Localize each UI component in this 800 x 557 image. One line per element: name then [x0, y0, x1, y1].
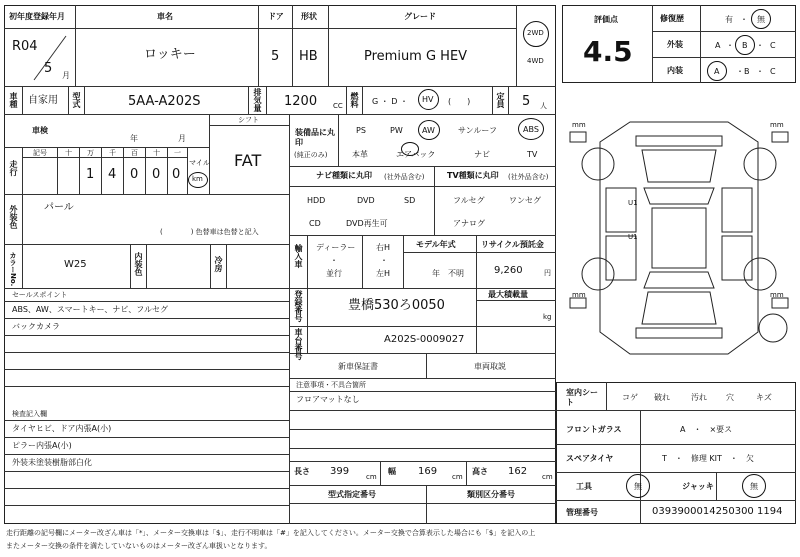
car-name-value: ロッキー: [144, 47, 196, 62]
mm-label-bl: mm: [572, 291, 586, 299]
capacity-unit: 人: [540, 102, 547, 110]
first-reg-label: 初年度登録年月: [9, 12, 65, 21]
category-label: 類別区分番号: [467, 490, 515, 499]
fuel-label: 燃料: [350, 92, 359, 108]
mileage-header-3: 千: [109, 149, 116, 157]
management-label: 管理番号: [566, 508, 598, 517]
windshield-value: A ・ ×要ス: [680, 425, 733, 434]
vehicle-manual: 車両取説: [474, 362, 506, 371]
chassis-label: 車台番号: [294, 328, 303, 360]
grade-value: Premium G HEV: [364, 49, 468, 64]
import-dot-2: ・: [380, 256, 388, 265]
equip-pw: PW: [390, 126, 403, 135]
height-value: 162: [508, 466, 528, 477]
inspection-label: 車検: [32, 126, 48, 135]
windshield-label: フロントガラス: [566, 425, 622, 434]
seat-opt-4: 穴: [726, 393, 734, 402]
recycle-value: 9,260: [494, 265, 523, 276]
mileage-header-6: 一: [174, 149, 181, 157]
tv-fullseg: フルセグ: [453, 196, 485, 205]
ext-color-value: パール: [44, 202, 74, 213]
drive-2wd: 2WD: [527, 29, 544, 37]
type-designation-label: 型式指定番号: [328, 490, 376, 499]
nav-sd: SD: [404, 196, 416, 205]
reg-type-value: 自家用: [28, 95, 58, 106]
model-type-label: 型式: [72, 92, 81, 108]
exterior-b: B: [742, 41, 748, 50]
repair-yes: 有: [725, 15, 733, 24]
drive-4wd: 4WD: [527, 57, 544, 65]
mileage-digit-3: 0: [130, 167, 139, 182]
parallel-label: 並行: [326, 269, 342, 278]
shape-label: 形状: [301, 12, 317, 21]
length-unit: cm: [366, 473, 377, 481]
seat-opt-3: 汚れ: [691, 393, 707, 402]
registration-label: 登録番号: [294, 290, 303, 322]
month-unit: 月: [62, 71, 70, 80]
inspection-month: 月: [178, 134, 186, 143]
footer-line-1: 走行距離の記号欄にメーター改ざん車は「*」、メーター交換車は「$」、走行不明車は「#」を記入してください。メーター交換で合算表示した場合にも「$」を記入の上: [6, 529, 536, 537]
car-name-label: 車名: [157, 12, 173, 21]
right-h-label: 右H: [376, 243, 391, 252]
mileage-header-1: 十: [65, 149, 72, 157]
seat-opt-2: 破れ: [654, 393, 670, 402]
nav-cd: CD: [309, 219, 321, 228]
equip-sunroof: サンルーフ: [458, 126, 497, 135]
tv-sub: (社外品含む): [508, 173, 549, 181]
width-unit: cm: [452, 473, 463, 481]
tv-title: TV種類に丸印: [447, 171, 499, 180]
exterior-a: A: [715, 41, 721, 50]
equip-ps: PS: [356, 126, 366, 135]
exterior-c: C: [770, 41, 776, 50]
mileage-digit-1: 1: [86, 167, 95, 182]
interior-dot-1: ・: [736, 67, 744, 76]
shape-value: HB: [299, 49, 318, 64]
mm-label-tr: mm: [770, 121, 784, 129]
equip-tv: TV: [527, 150, 538, 159]
score-value: 4.5: [583, 35, 633, 68]
exterior-dot-1: ・: [726, 41, 734, 50]
interior-label: 内装: [667, 66, 683, 75]
color-no-label: カラーNo.: [9, 252, 17, 287]
capacity-value: 5: [522, 94, 531, 109]
nav-dvd-play: DVD再生可: [346, 219, 388, 228]
repair-no: 無: [757, 15, 765, 24]
cooling-label: 冷房: [214, 256, 223, 272]
width-value: 169: [418, 466, 438, 477]
sales-point-1: ABS、AW、スマートキー、ナビ、フルセグ: [12, 305, 168, 314]
nav-sub: (社外品含む): [384, 173, 425, 181]
exterior-label: 外装: [667, 40, 683, 49]
color-no-value: W25: [64, 259, 87, 270]
inspector-label: 検査記入欄: [12, 410, 47, 418]
exterior-dot-2: ・: [756, 41, 764, 50]
import-label: 輸入車: [294, 244, 303, 268]
height-label: 高さ: [472, 467, 488, 476]
door-label: ドア: [268, 12, 284, 21]
interior-b: B: [744, 67, 750, 76]
seat-opt-5: キズ: [756, 393, 772, 402]
interior-color-label: 内装色: [134, 252, 143, 276]
model-year-value: 年 不明: [432, 269, 464, 278]
displacement-label: 排気量: [253, 88, 262, 112]
height-unit: cm: [542, 473, 553, 481]
shift-value: FAT: [234, 151, 262, 170]
max-load-unit: kg: [543, 313, 552, 321]
tools-value: 無: [634, 482, 642, 491]
note-1: フロアマットなし: [296, 395, 360, 404]
length-label: 長さ: [294, 467, 310, 476]
mileage-label: 走行: [9, 160, 18, 176]
mileage-header-4: 百: [131, 149, 138, 157]
mile-label: マイル: [189, 159, 210, 167]
km-label: km: [192, 175, 203, 183]
equip-airbag: エアバック: [396, 150, 436, 159]
mileage-digit-5: 0: [172, 167, 181, 182]
import-dot-1: ・: [330, 256, 338, 265]
repair-dot: ・: [740, 15, 748, 24]
inspector-note-2: ピラー内張A(小): [12, 441, 72, 450]
fuel-selected: HV: [422, 95, 434, 104]
left-h-label: 左H: [376, 269, 391, 278]
u1-label-1: U1: [628, 199, 638, 207]
spare-value: T ・ 修理 KIT ・ 欠: [662, 454, 754, 463]
model-type-value: 5AA-A202S: [128, 94, 201, 109]
recycle-unit: 円: [544, 269, 551, 277]
model-year-label: モデル年式: [416, 240, 456, 249]
first-reg-value: R04: [12, 39, 38, 54]
grade-label: グレード: [404, 12, 436, 21]
nav-title: ナビ種類に丸印: [316, 171, 372, 180]
jack-value: 無: [750, 482, 758, 491]
new-car-warranty: 新車保証書: [338, 362, 378, 371]
mm-label-br: mm: [770, 291, 784, 299]
left-form: [4, 5, 556, 524]
ext-color-label: 外装色: [9, 205, 18, 229]
inspection-year: 年: [130, 134, 138, 143]
max-load-label: 最大積載量: [488, 290, 528, 299]
car-diagram: [560, 92, 798, 382]
equipment-label: 装備品に丸印: [295, 128, 335, 148]
width-label: 幅: [388, 467, 396, 476]
interior-dot-2: ・: [756, 67, 764, 76]
door-value: 5: [271, 49, 280, 64]
shift-label: シフト: [238, 116, 259, 124]
mm-label-tl: mm: [572, 121, 586, 129]
length-value: 399: [330, 466, 350, 477]
chassis-value: A202S-0009027: [384, 334, 465, 345]
sales-point-2: バックカメラ: [12, 322, 60, 331]
mileage-header-5: 十: [153, 149, 160, 157]
recycle-label: リサイクル預託金: [481, 240, 544, 249]
footer-line-2: またメーター交換の条件を満たしていないものはメーター改ざん車扱いとなります。: [6, 542, 272, 550]
nav-hdd: HDD: [307, 196, 326, 205]
jack-label: ジャッキ: [682, 482, 714, 491]
equipment-sub: (純正のみ): [294, 151, 328, 159]
mileage-digit-2: 4: [108, 167, 117, 182]
spare-label: スペアタイヤ: [566, 454, 614, 463]
seat-label: 室内シート: [566, 388, 598, 408]
interior-c: C: [770, 67, 776, 76]
ext-color-note: ( ) 色替車は色替と記入: [160, 228, 259, 236]
seat-opt-1: コゲ: [622, 393, 638, 402]
mileage-header-2: 万: [87, 149, 94, 157]
tools-label: 工具: [576, 482, 592, 491]
registration-value: 豊橋530ろ0050: [348, 298, 445, 313]
inspector-note-3: 外装未塗装樹脂部白化: [12, 458, 92, 467]
repair-label: 修復歴: [660, 14, 684, 23]
equip-abs: ABS: [523, 125, 539, 134]
dealer-label: ディーラー: [316, 243, 356, 252]
inspector-note-1: タイヤヒビ、ドア内張A(小): [12, 424, 112, 433]
reg-type-label: 車種: [9, 92, 18, 108]
equip-navi: ナビ: [474, 150, 490, 159]
fuel-options: G ・ D ・: [372, 97, 408, 106]
nav-dvd: DVD: [357, 196, 375, 205]
first-reg-month: 5: [44, 61, 53, 76]
management-value: 0393900014250300 1194: [652, 506, 783, 517]
fuel-paren: ( ): [448, 97, 471, 106]
displacement-value: 1200: [284, 94, 318, 109]
mileage-header-0: 記号: [33, 149, 47, 157]
displacement-unit: CC: [333, 102, 343, 110]
mileage-digit-4: 0: [152, 167, 161, 182]
equip-leather: 本革: [352, 150, 368, 159]
u1-label-2: U1: [628, 233, 638, 241]
sales-points-label: セールスポイント: [12, 291, 68, 299]
notes-label: 注意事項・不具合箇所: [296, 381, 366, 389]
equip-aw: AW: [422, 126, 435, 135]
interior-a: A: [714, 67, 720, 76]
tv-analog: アナログ: [453, 219, 485, 228]
score-label: 評価点: [594, 15, 618, 24]
capacity-label: 定員: [496, 92, 505, 108]
tv-oneseg: ワンセグ: [509, 196, 541, 205]
